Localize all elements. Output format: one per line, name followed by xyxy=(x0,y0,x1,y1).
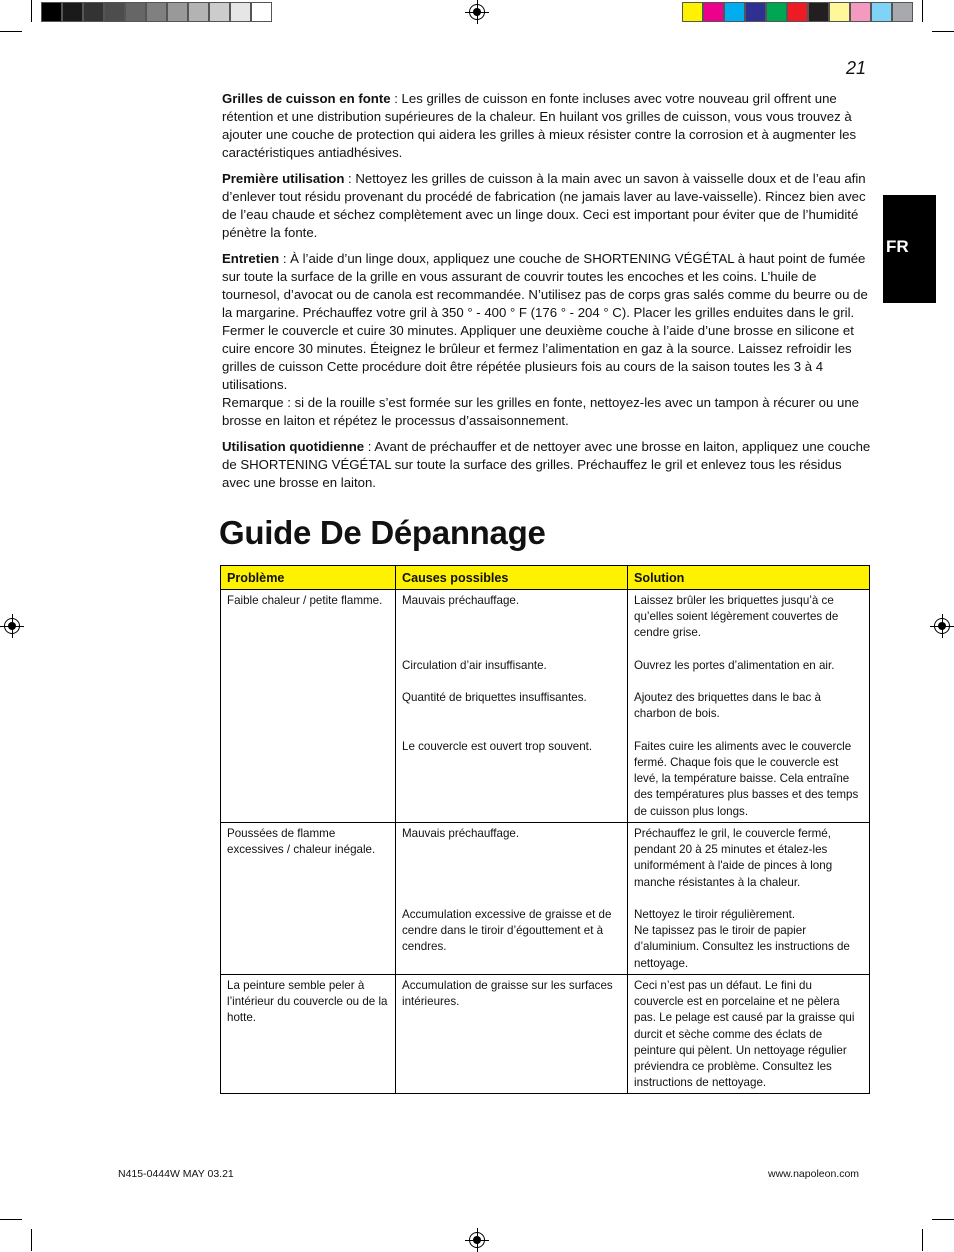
color-swatch xyxy=(850,2,871,22)
gray-swatch xyxy=(167,2,188,22)
table-row xyxy=(221,975,870,1094)
color-swatch xyxy=(682,2,703,22)
crop-mark xyxy=(0,1219,22,1220)
cause-entry: Accumulation excessive de graisse et de cendre dans le tiroir d’égouttement et à cendres. xyxy=(402,908,612,954)
causes-cell xyxy=(396,823,628,975)
crop-mark xyxy=(31,0,32,22)
language-tab xyxy=(883,195,936,303)
gray-swatch xyxy=(62,2,83,22)
paragraph-text: : Les grilles de cuisson en fonte incluses avec votre nouveau gril offrent une rétention et une distribution supérieures de la chaleur. En huilant vos grilles de cuisson, vous vous trouvez à ajouter une couche de protection qui aidera les grilles à mieux résister contre la corrosion et à augmenter les caractéristiques antiadhésives. xyxy=(222,91,857,160)
paragraph-grilles xyxy=(222,90,872,162)
gray-swatch xyxy=(104,2,125,22)
color-swatch xyxy=(871,2,892,22)
gray-swatch xyxy=(209,2,230,22)
troubleshooting-table xyxy=(220,565,870,1094)
paragraph-text: : Nettoyez les grilles de cuisson à la main avec un savon à vaisselle doux et de l’eau afin d’enlever tout résidu provenant du procédé de fabrication (ne jamais laver au lave-vaisselle). Rincez bien avec de l’eau chaude et séchez complètement avec un linge doux. Ceci est important pour éviter que de l’humidité pénètre la fonte. xyxy=(222,171,866,240)
cause-entry: Quantité de briquettes insuffisantes. xyxy=(402,691,587,705)
gray-swatch xyxy=(146,2,167,22)
color-swatch xyxy=(787,2,808,22)
crop-mark xyxy=(31,1229,32,1251)
column-header-solution: Solution xyxy=(628,566,870,590)
column-header-causes: Causes possibles xyxy=(396,566,628,590)
problem-cell xyxy=(221,823,396,975)
language-tab-label: FR xyxy=(886,237,909,256)
gray-swatch xyxy=(188,2,209,22)
color-swatch xyxy=(808,2,829,22)
color-swatch xyxy=(892,2,913,22)
color-swatch xyxy=(766,2,787,22)
solution-entry: Laissez brûler les briquettes jusqu’à ce qu’elles soient légèrement couvertes de cendre grise. xyxy=(634,594,839,640)
gray-swatch xyxy=(230,2,251,22)
gray-swatch xyxy=(125,2,146,22)
problem-text: Faible chaleur / petite flamme. xyxy=(227,594,383,607)
color-swatch xyxy=(703,2,724,22)
cause-entry: Accumulation de graisse sur les surfaces intérieures. xyxy=(402,979,613,1009)
solution-cell xyxy=(628,975,870,1094)
crop-mark xyxy=(922,1229,923,1251)
solution-entry: Ouvrez les portes d’alimentation en air. xyxy=(634,658,835,672)
paragraph-text: : Avant de préchauffer et de nettoyer avec une brosse en laiton, appliquez une couche de SHORTENING VÉGÉTAL sur toute la surface des grilles. Préchauffez le gril et enlevez tous les résidus avec une brosse en laiton. xyxy=(222,439,871,490)
paragraph-title: Grilles de cuisson en fonte xyxy=(222,91,391,106)
color-swatch xyxy=(745,2,766,22)
paragraph-title: Entretien xyxy=(222,251,280,266)
cause-entry: Mauvais préchauffage. xyxy=(402,594,520,607)
crop-mark xyxy=(932,31,954,32)
table-row xyxy=(221,823,870,975)
paragraph-premiere-utilisation xyxy=(222,170,872,242)
solution-entry: Faites cuire les aliments avec le couvercle fermé. Chaque fois que le couvercle est levé, la température baisse. Cela entraîne des températures plus basses et des temps de cuisson plus longs. xyxy=(634,739,859,818)
solution-cell xyxy=(628,590,870,823)
website-url: www.napoleon.com xyxy=(768,1168,860,1180)
color-swatch xyxy=(829,2,850,22)
paragraph-entretien xyxy=(222,250,872,430)
problem-text: Poussées de flamme excessives / chaleur inégale. xyxy=(227,827,376,857)
cause-entry: Circulation d’air insuffisante. xyxy=(402,658,547,672)
table-header-row xyxy=(221,566,870,590)
registration-mark-icon xyxy=(4,618,20,634)
registration-mark-icon xyxy=(469,4,485,20)
causes-cell xyxy=(396,590,628,823)
problem-cell xyxy=(221,590,396,823)
color-swatch xyxy=(724,2,745,22)
solution-entry: Nettoyez le tiroir régulièrement. Ne tapissez pas le tiroir de papier d’aluminium. Consultez les instructions de nettoyage. xyxy=(634,908,850,970)
gray-swatch xyxy=(251,2,272,22)
section-heading: Guide De Dépannage xyxy=(219,514,546,551)
solution-entry: Ceci n’est pas un défaut. Le fini du couvercle est en porcelaine et ne pèlera pas. Le pelage est causé par la graisse qui durcit et sèche comme des éclats de peinture qui pèlent. Un nettoyage régulier préviendra ce problème. Consultez les instructions de nettoyage. xyxy=(634,979,855,1090)
paragraph-title: Première utilisation xyxy=(222,171,345,186)
table-row xyxy=(221,590,870,823)
paragraph-utilisation-quotidienne xyxy=(222,438,872,492)
cause-entry: Le couvercle est ouvert trop souvent. xyxy=(402,739,593,753)
solution-cell xyxy=(628,823,870,975)
crop-mark xyxy=(932,1219,954,1220)
crop-mark xyxy=(922,0,923,22)
page-number: 21 xyxy=(846,58,867,78)
problem-cell xyxy=(221,975,396,1094)
cause-entry: Mauvais préchauffage. xyxy=(402,827,520,840)
registration-mark-icon xyxy=(934,618,950,634)
column-header-problem: Problème xyxy=(221,566,396,590)
solution-entry: Préchauffez le gril, le couvercle fermé, pendant 20 à 25 minutes et étalez-les uniformément à l'aide de pinces à long manche résistantes à la chaleur. xyxy=(634,827,833,889)
registration-mark-icon xyxy=(469,1232,485,1248)
problem-text: La peinture semble peler à l’intérieur du couvercle ou de la hotte. xyxy=(227,979,388,1025)
gray-swatch xyxy=(83,2,104,22)
gray-swatch xyxy=(41,2,62,22)
paragraph-title: Utilisation quotidienne xyxy=(222,439,365,454)
solution-entry: Ajoutez des briquettes dans le bac à charbon de bois. xyxy=(634,691,821,721)
paragraph-remark: Remarque : si de la rouille s’est formée sur les grilles en fonte, nettoyez-les avec un tampon à récurer ou une brosse en laiton et répétez le processus d’assaisonnement. xyxy=(222,395,859,428)
paragraph-text: : À l’aide d’un linge doux, appliquez une couche de SHORTENING VÉGÉTAL à haut point de fumée sur toute la surface de la grille en vous assurant de couvrir toutes les encoches et les coins. L’huile de tournesol, d’avocat ou de canola est recommandée. N’utilisez pas de corps gras salés comme du beurre ou de la margarine. Préchauffez votre gril à 350 ° - 400 ° F (176 ° - 204 ° C). Placer les grilles enduites dans le gril. Fermer le couvercle et cuire 30 minutes. Appliquer une deuxième couche à l’aide d’une brosse en silicone et cuire encore 30 minutes. Éteignez le brûleur et fermez l’alimentation en gaz à la source. Laissez refroidir les grilles de cuisson Cette procédure doit être répétée plusieurs fois au cours de la saison toutes les 3 à 4 utilisations. xyxy=(222,251,868,392)
causes-cell xyxy=(396,975,628,1094)
crop-mark xyxy=(0,31,22,32)
document-code: N415-0444W MAY 03.21 xyxy=(118,1168,234,1180)
